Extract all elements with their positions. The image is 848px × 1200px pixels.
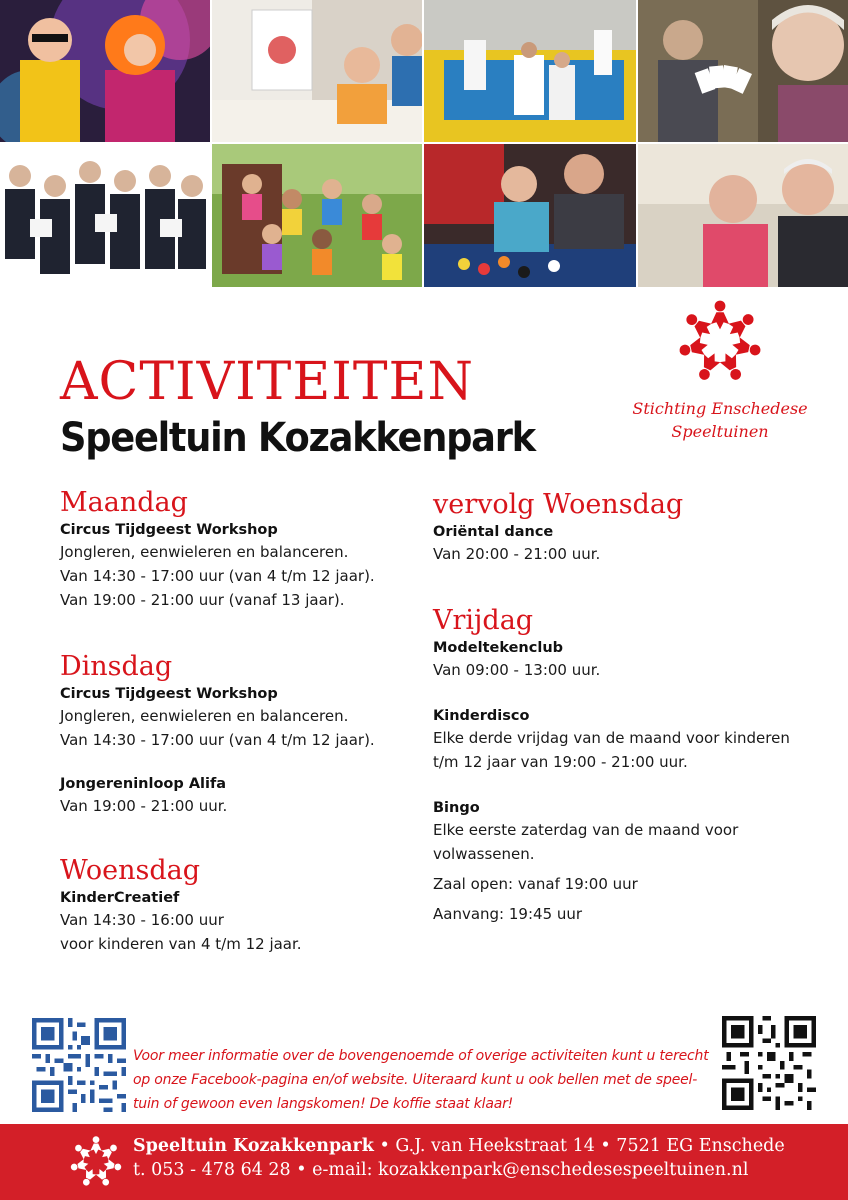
- footer-address-line: [133, 1134, 785, 1158]
- detail-line: Van 20:00 - 21:00 uur.: [433, 545, 601, 563]
- day-heading: Woensdag: [60, 855, 201, 886]
- footer-bar: [0, 1124, 848, 1200]
- info-line: op onze Facebook-pagina en/of website. Uiteraard kunt u ook bellen met de speel-: [133, 1072, 698, 1088]
- dinsdag-section: [60, 650, 440, 818]
- detail-line: t/m 12 jaar van 19:00 - 21:00 uur.: [433, 753, 688, 771]
- activity-name: Bingo: [433, 800, 480, 816]
- kids-party-photo: [0, 0, 210, 142]
- day-heading: Maandag: [60, 487, 188, 518]
- detail-line: Elke eerste zaterdag van de maand voor: [433, 821, 739, 839]
- billiards-photo: [424, 144, 636, 287]
- detail-line: Van 19:00 - 21:00 uur.: [60, 797, 228, 815]
- circle-of-people-icon: [675, 296, 765, 388]
- activity-name: Circus Tijdgeest Workshop: [60, 686, 278, 702]
- detail-line: Jongleren, eenwieleren en balanceren.: [60, 707, 349, 725]
- card-game-photo: [638, 0, 848, 142]
- circle-of-people-icon: [68, 1132, 124, 1192]
- photo-grid: [0, 0, 848, 287]
- page-title: ACTIVITEITEN: [60, 352, 474, 412]
- footer-address: • G.J. van Heekstraat 14 • 7521 EG Enschede: [373, 1136, 785, 1156]
- detail-line: Van 19:00 - 21:00 uur (vanaf 13 jaar).: [60, 591, 345, 609]
- footer-name: Speeltuin Kozakkenpark: [133, 1136, 374, 1156]
- handprint-painting-photo: [212, 0, 422, 142]
- facebook-qr-code[interactable]: [32, 1018, 126, 1112]
- maandag-section: [60, 486, 440, 612]
- activity-name: Jongereninloop Alifa: [60, 776, 227, 792]
- detail-line: Jongleren, eenwieleren en balanceren.: [60, 543, 349, 561]
- detail-line: Van 09:00 - 13:00 uur.: [433, 661, 601, 679]
- children-playground-photo: [212, 144, 422, 287]
- detail-line: Van 14:30 - 17:00 uur (van 4 t/m 12 jaar).: [60, 731, 375, 749]
- seniors-laughing-photo: [638, 144, 848, 287]
- activity-name: Kinderdisco: [433, 708, 530, 724]
- activity-name: KinderCreatief: [60, 890, 180, 906]
- page-subtitle: Speeltuin Kozakkenpark: [60, 415, 535, 461]
- info-line: Voor meer informatie over de bovengenoemde of overige activiteiten kunt u terecht: [133, 1048, 709, 1064]
- judo-photo: [424, 0, 636, 142]
- vrijdag-section: [433, 604, 833, 926]
- day-heading: Vrijdag: [433, 605, 534, 636]
- website-qr-code[interactable]: [722, 1016, 816, 1110]
- info-text: [133, 1044, 715, 1116]
- logo-line-1: Stichting Enschedese: [632, 399, 808, 418]
- detail-line: Elke derde vrijdag van de maand voor kinderen: [433, 729, 790, 747]
- detail-line: Zaal open: vanaf 19:00 uur: [433, 875, 638, 893]
- detail-line: Van 14:30 - 16:00 uur: [60, 911, 224, 929]
- day-heading: vervolg Woensdag: [433, 489, 684, 520]
- logo-line-2: Speeltuinen: [671, 422, 769, 441]
- info-line: tuin of gewoon even langskomen! De koffie staat klaar!: [133, 1096, 514, 1112]
- detail-line: volwassenen.: [433, 845, 535, 863]
- activity-name: Circus Tijdgeest Workshop: [60, 522, 278, 538]
- footer-contact-line[interactable]: t. 053 - 478 64 28 • e-mail: kozakkenpark@enschedesespeeltuinen.nl: [133, 1160, 749, 1180]
- left-column: [60, 486, 440, 956]
- vervolg-woensdag-section: [433, 488, 833, 566]
- activity-name: Modeltekenclub: [433, 640, 564, 656]
- activity-name: Oriëntal dance: [433, 524, 554, 540]
- choir-photo: [0, 144, 210, 287]
- right-column: [433, 488, 833, 926]
- woensdag-section: [60, 854, 440, 956]
- detail-line: voor kinderen van 4 t/m 12 jaar.: [60, 935, 302, 953]
- day-heading: Dinsdag: [60, 651, 173, 682]
- detail-line: Aanvang: 19:45 uur: [433, 905, 583, 923]
- detail-line: Van 14:30 - 17:00 uur (van 4 t/m 12 jaar).: [60, 567, 375, 585]
- stichting-logo: [630, 296, 810, 456]
